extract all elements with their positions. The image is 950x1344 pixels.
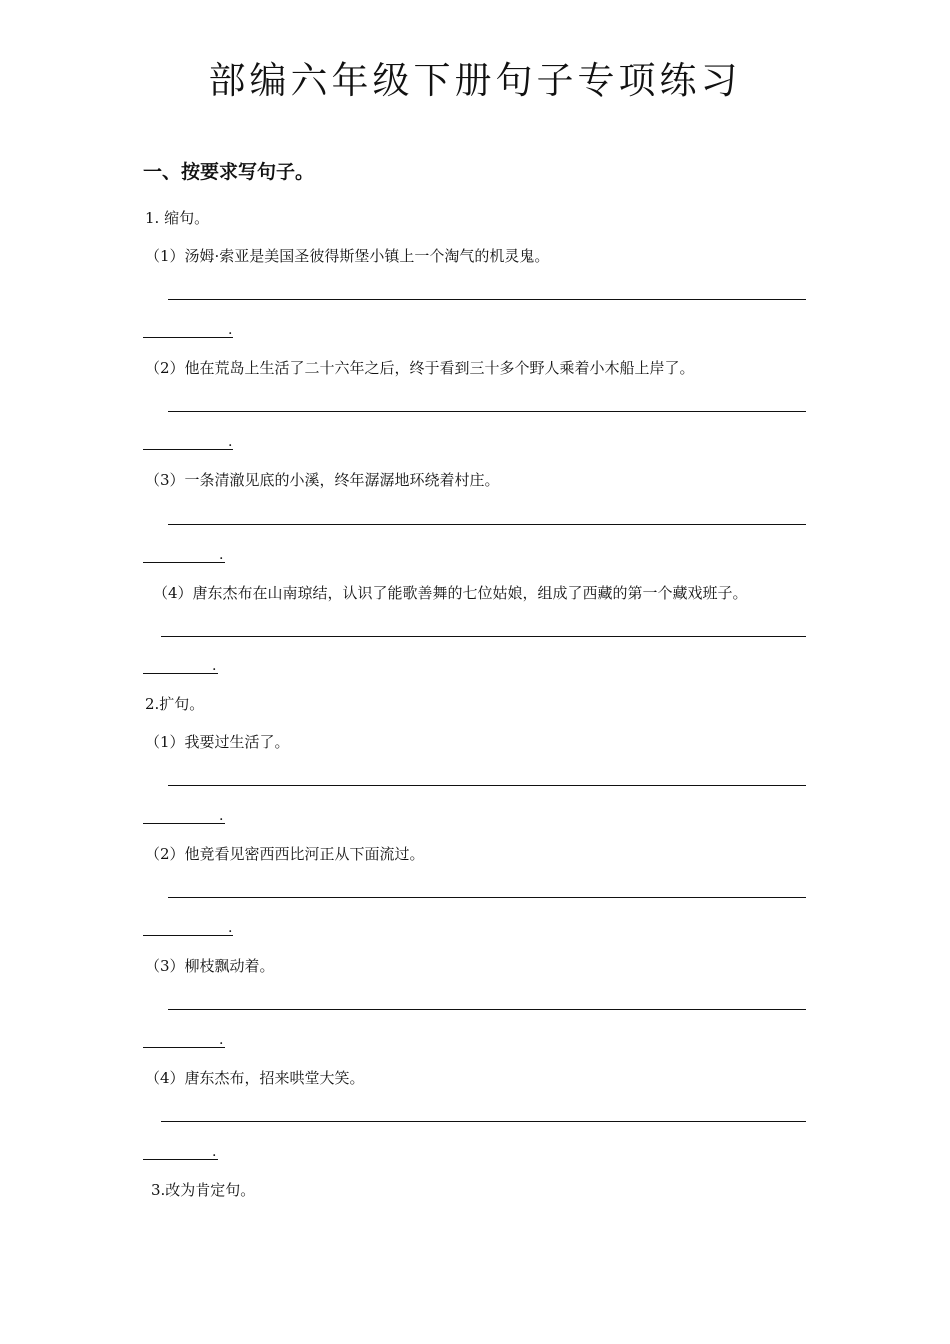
question-1-item-2: （2）他在荒岛上生活了二十六年之后，终于看到三十多个野人乘着小木船上岸了。 bbox=[145, 359, 695, 377]
answer-line-end[interactable] bbox=[143, 1159, 218, 1160]
answer-end-mark: . bbox=[219, 808, 224, 824]
answer-line[interactable] bbox=[168, 524, 806, 525]
question-1-item-1: （1）汤姆·索亚是美国圣彼得斯堡小镇上一个淘气的机灵鬼。 bbox=[145, 247, 550, 265]
section-title: 一、按要求写句子。 bbox=[143, 161, 315, 183]
question-1-item-3: （3）一条清澈见底的小溪，终年潺潺地环绕着村庄。 bbox=[145, 471, 500, 489]
question-2-item-1: （1）我要过生活了。 bbox=[145, 733, 290, 751]
answer-end-mark: . bbox=[212, 1144, 217, 1160]
answer-line-end[interactable] bbox=[143, 449, 233, 450]
question-2-label: 2.扩句。 bbox=[145, 695, 205, 713]
answer-end-mark: . bbox=[228, 920, 233, 936]
answer-line[interactable] bbox=[168, 897, 806, 898]
answer-line[interactable] bbox=[168, 411, 806, 412]
answer-line[interactable] bbox=[161, 1121, 806, 1122]
answer-line-end[interactable] bbox=[143, 562, 225, 563]
answer-line-end[interactable] bbox=[143, 1047, 225, 1048]
question-1-label: 1. 缩句。 bbox=[145, 209, 210, 227]
page-title: 部编六年级下册句子专项练习 bbox=[208, 59, 742, 102]
question-1-item-4: （4）唐东杰布在山南琼结，认识了能歌善舞的七位姑娘，组成了西藏的第一个藏戏班子。 bbox=[153, 584, 748, 602]
answer-end-mark: . bbox=[219, 547, 224, 563]
answer-line[interactable] bbox=[161, 636, 806, 637]
answer-line-end[interactable] bbox=[143, 823, 225, 824]
question-2-item-2: （2）他竟看见密西西比河正从下面流过。 bbox=[145, 845, 425, 863]
answer-end-mark: . bbox=[228, 322, 233, 338]
answer-line[interactable] bbox=[168, 299, 806, 300]
answer-line-end[interactable] bbox=[143, 935, 233, 936]
question-2-item-4: （4）唐东杰布，招来哄堂大笑。 bbox=[145, 1069, 365, 1087]
answer-line[interactable] bbox=[168, 1009, 806, 1010]
answer-end-mark: . bbox=[212, 658, 217, 674]
answer-end-mark: . bbox=[219, 1032, 224, 1048]
answer-line-end[interactable] bbox=[143, 337, 233, 338]
question-3-label: 3.改为肯定句。 bbox=[151, 1181, 256, 1199]
question-2-item-3: （3）柳枝飘动着。 bbox=[145, 957, 275, 975]
answer-line[interactable] bbox=[168, 785, 806, 786]
answer-end-mark: . bbox=[228, 434, 233, 450]
answer-line-end[interactable] bbox=[143, 673, 218, 674]
